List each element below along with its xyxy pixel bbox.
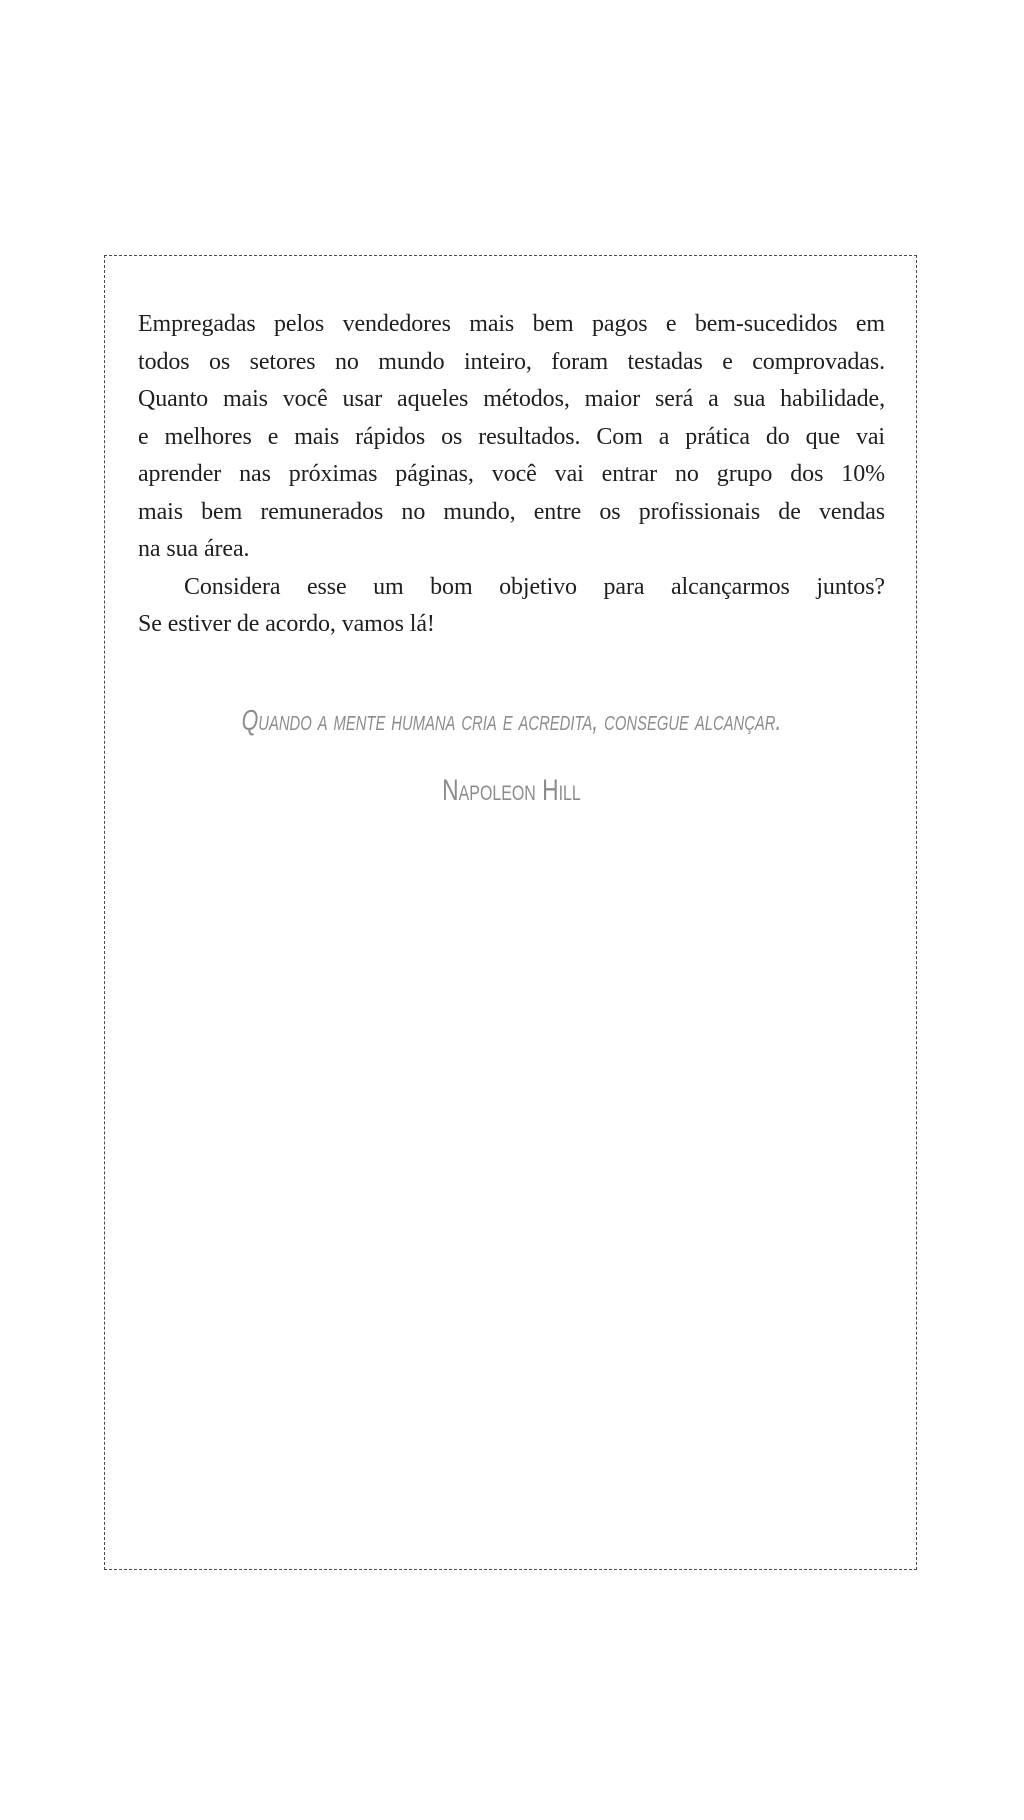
body-text	[138, 306, 885, 644]
body-text-line: e melhores e mais rápidos os resultados. Com a prática do que vai	[138, 423, 885, 450]
quote-attribution: Napoleon Hill	[442, 773, 581, 807]
body-text-line: Empregadas pelos vendedores mais bem pagos e bem-sucedidos em	[138, 311, 885, 337]
body-text-line: mais bem remunerados no mundo, entre os profissionais de vendas	[138, 498, 885, 525]
text-column	[138, 306, 885, 808]
body-text-line: aprender nas próximas páginas, você vai entrar no grupo dos 10%	[138, 461, 885, 487]
body-text-line: na sua área.	[138, 536, 250, 562]
quote-text: Quando a mente humana cria e acredita, consegue alcançar.	[241, 704, 782, 737]
body-text-line: Quanto mais você usar aqueles métodos, maior será a sua habilidade,	[138, 386, 885, 412]
body-text-line: todos os setores no mundo inteiro, foram testadas e comprovadas.	[138, 348, 885, 375]
body-text-line: Se estiver de acordo, vamos lá!	[138, 611, 435, 637]
quote-block	[138, 704, 885, 808]
body-text-line: Considera esse um bom objetivo para alcançarmos juntos?	[184, 573, 885, 600]
page-border-box	[104, 255, 917, 1570]
